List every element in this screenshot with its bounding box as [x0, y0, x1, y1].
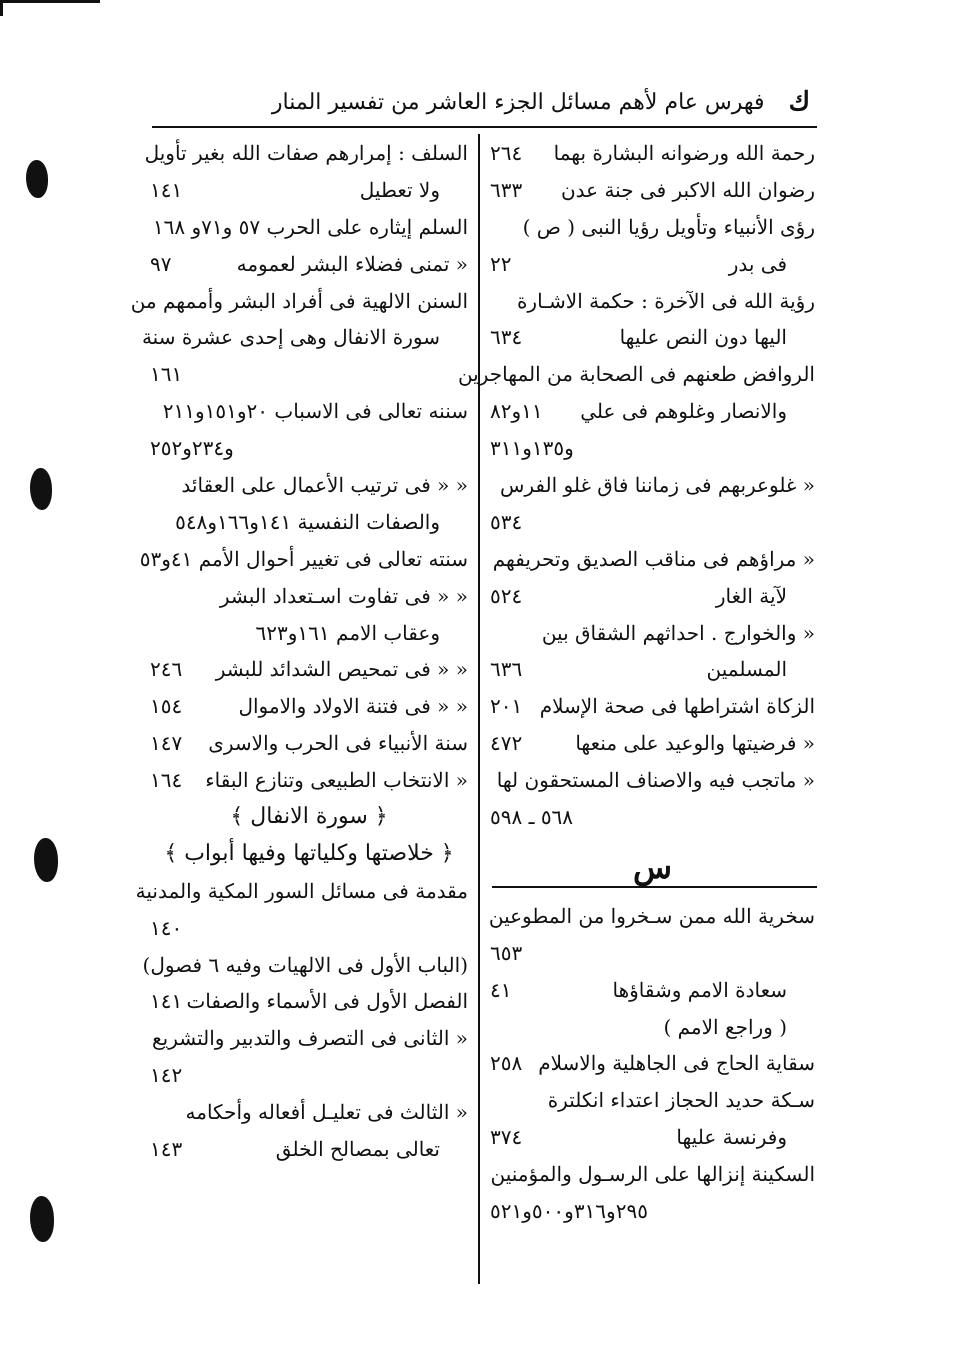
index-entry: [150, 1057, 468, 1094]
page-ref: ١٥٤: [150, 694, 183, 719]
index-entry: [490, 172, 815, 209]
entry-text: « « فى فتنة الاولاد والاموال: [238, 694, 468, 719]
entry-text: اليها دون النص عليها: [619, 325, 787, 350]
entry-text: « « فى ترتيب الأعمال على العقائد: [181, 473, 468, 498]
entry-text: (الباب الأول فى الالهيات وفيه ٦ فصول): [142, 952, 468, 977]
index-entry: [490, 615, 815, 652]
entry-text: ( وراجع الامم ): [663, 1014, 787, 1039]
index-entry: [150, 504, 468, 541]
page-ref: ٢٠١: [490, 694, 523, 719]
index-entry: [490, 935, 815, 972]
entry-text: السكينة إنزالها على الرسـول والمؤمنين: [490, 1162, 815, 1187]
page-ref: ٤٧٢: [490, 731, 523, 756]
page-ref: ١٤١: [150, 989, 183, 1014]
page-ref: ٦٥٣: [490, 940, 523, 965]
entry-text: رحمة الله ورضوانه البشارة بهما: [553, 141, 815, 165]
index-entry: [150, 762, 468, 799]
index-entry: [490, 1119, 815, 1156]
index-entry: [490, 1156, 815, 1193]
entry-text: « فرضيتها والوعيد على منعها: [575, 731, 815, 756]
left-column: [130, 135, 468, 1168]
index-entry: [490, 467, 815, 504]
entry-text: « الثالث فى تعليـل أفعاله وأحكامه: [185, 1100, 468, 1125]
entry-text: سنة الأنبياء فى الحرب والاسرى: [208, 731, 468, 756]
page-ref: و٢٣٤و٢٥٢: [150, 436, 234, 461]
index-entry: [490, 898, 815, 935]
index-entry: [150, 1094, 468, 1131]
right-column: [457, 135, 815, 1230]
index-entry: [135, 873, 468, 910]
page-ref: ٥٦٨ ـ ٥٩٨: [490, 805, 574, 830]
entry-text: والانصار وغلوهم فى علي: [580, 399, 787, 424]
entry-text: الزكاة اشتراطها فى صحة الإسلام: [539, 694, 815, 719]
page-ref: ٢٢: [490, 251, 512, 276]
entry-text: وعقاب الامم ١٦١و٦٢٣: [255, 620, 440, 645]
entry-text: « مراؤهم فى مناقب الصديق وتحريفهم: [492, 546, 815, 571]
index-entry: [130, 283, 468, 320]
index-entry: [150, 246, 468, 283]
page-ref: ٥٣٤: [490, 509, 523, 534]
index-entry: [144, 135, 468, 172]
page-ref: ١٦٤: [150, 768, 183, 793]
page-ref: ٩٧: [150, 251, 172, 276]
index-entry: [490, 1045, 815, 1082]
entry-text: ﴿ سورة الانفال ﴾: [230, 804, 388, 830]
index-entry: [150, 651, 468, 688]
index-entry: [490, 430, 815, 467]
section-heading: [150, 836, 468, 873]
index-entry: [150, 209, 468, 246]
page-ref: ٥٢٤: [490, 583, 523, 608]
page-ref: و١٣٥و٣١١: [490, 436, 574, 461]
entry-text: « الثانى فى التصرف والتدبير والتشريع: [152, 1026, 468, 1051]
section-heading: [150, 799, 468, 836]
entry-text: رضوان الله الاكبر فى جنة عدن: [560, 177, 815, 202]
entry-text: سخرية الله ممن سـخروا من المطوعين: [488, 903, 815, 928]
entry-text: « غلوعربهم فى زماننا فاق غلو الفرس: [499, 473, 815, 498]
index-entry: [150, 615, 468, 652]
index-entry: [490, 725, 815, 762]
index-entry: [141, 319, 468, 356]
page-ref: ٢٥٨: [490, 1051, 523, 1076]
scan-corner-mark-vertical: [0, 0, 3, 16]
page-ref: ١٤٣: [150, 1137, 183, 1162]
entry-text: « ماتجب فيه والاصناف المستحقون لها: [496, 768, 815, 793]
entry-text: سعادة الامم وشقاؤها: [612, 977, 787, 1002]
index-entry: [490, 246, 815, 283]
entry-text: السلف : إمرارهم صفات الله بغير تأويل: [144, 141, 468, 165]
entry-text: سقاية الحاج فى الجاهلية والاسلام: [538, 1051, 815, 1076]
entry-text: المسلمين: [706, 657, 787, 682]
entry-text: الروافض طعنهم فى الصحابة من المهاجرين: [457, 362, 815, 387]
page-ref: ١٦١: [150, 362, 183, 387]
index-entry: [150, 393, 468, 430]
entry-text: مقدمة فى مسائل السور المكية والمدنية: [135, 878, 468, 903]
page-ref: ١٤٢: [150, 1063, 183, 1088]
index-entry: [490, 799, 815, 836]
index-entry: [490, 319, 815, 356]
index-entry: [150, 356, 468, 393]
index-entry: [457, 356, 815, 393]
index-entry: [150, 725, 468, 762]
page-ref: ٦٣٦: [490, 657, 523, 682]
page-ref: ٦٣٣: [490, 177, 523, 202]
entry-text: رؤية الله فى الآخرة : حكمة الاشـارة: [516, 288, 815, 313]
page-ref: ٢٦٤: [490, 141, 523, 165]
index-entry: [142, 947, 468, 984]
entry-text: « تمنى فضلاء البشر لعمومه: [236, 251, 468, 276]
page-ref: ٢٩٥و٣١٦و٥٠٠و٥٢١: [490, 1199, 648, 1224]
entry-text: والصفات النفسية ١٤١و١٦٦و٥٤٨: [175, 509, 440, 534]
index-entry: [150, 983, 468, 1020]
index-entry: [490, 504, 815, 541]
header-rule: [152, 126, 817, 128]
page-title: فهرس عام لأهم مسائل الجزء العاشر من تفسير المنار: [271, 89, 765, 115]
page-header: [240, 84, 810, 120]
entry-text: السلم إيثاره على الحرب ٥٧ و٧١و ١٦٨: [152, 214, 468, 239]
entry-text: « « فى تفاوت اسـتعداد البشر: [219, 583, 468, 608]
entry-text: فى بدر: [728, 251, 787, 276]
entry-text: « الانتخاب الطبيعى وتنازع البقاء: [205, 768, 468, 793]
index-entry: [150, 172, 468, 209]
index-entry: [490, 283, 815, 320]
binding-hole-mark: [34, 838, 58, 882]
entry-text: « « فى تمحيص الشدائد للبشر: [215, 657, 468, 682]
entry-text: لآية الغار: [715, 583, 787, 608]
index-entry: [150, 688, 468, 725]
index-entry: [490, 1082, 815, 1119]
index-entry: [490, 762, 815, 799]
index-entry: [150, 430, 468, 467]
entry-text: ولا تعطيل: [359, 177, 440, 202]
index-entry: [150, 1131, 468, 1168]
page-ref: ٤١: [490, 977, 512, 1002]
column-divider: [478, 134, 480, 1284]
index-entry: [490, 135, 815, 172]
index-entry: [490, 972, 815, 1009]
letter-section-heading: س: [632, 847, 673, 886]
entry-text: رؤى الأنبياء وتأويل رؤيا النبى ( ص ): [522, 214, 815, 239]
entry-text: سـكة حديد الحجاز اعتداء انكلترة: [547, 1088, 815, 1113]
scan-corner-mark-horizontal: [0, 0, 100, 3]
entry-text: وفرنسة عليها: [676, 1125, 787, 1150]
index-entry: [490, 393, 815, 430]
index-entry: [490, 578, 815, 615]
index-entry: [139, 541, 468, 578]
binding-hole-mark: [30, 468, 52, 510]
index-entry: [490, 1009, 815, 1046]
index-entry: [150, 1020, 468, 1057]
page-ref: ١٤٠: [150, 915, 183, 940]
index-entry: [150, 467, 468, 504]
entry-text: تعالى بمصالح الخلق: [275, 1137, 440, 1162]
entry-text: ﴿ خلاصتها وكلياتها وفيها أبواب ﴾: [164, 840, 454, 866]
index-entry: [150, 578, 468, 615]
binding-hole-mark: [30, 1196, 54, 1242]
page-number: ك: [788, 87, 810, 117]
page-ref: ١٤١: [150, 177, 183, 202]
page-ref: ٣٧٤: [490, 1125, 523, 1150]
page-ref: ٦٣٤: [490, 325, 523, 350]
page-ref: ١١و٨٢: [490, 399, 543, 424]
entry-text: الفصل الأول فى الأسماء والصفات: [186, 989, 468, 1014]
page-ref: ٢٤٦: [150, 657, 183, 682]
index-entry: [490, 651, 815, 688]
index-entry: [490, 209, 815, 246]
binding-hole-mark: [26, 160, 48, 198]
entry-text: السنن الالهية فى أفراد البشر وأممهم من: [130, 288, 468, 313]
page-ref: ١٤٧: [150, 731, 183, 756]
index-entry: [490, 541, 815, 578]
index-entry: [490, 1193, 815, 1230]
index-entry: [490, 688, 815, 725]
index-entry: [150, 910, 468, 947]
entry-text: سننه تعالى فى الاسباب ٢٠و١٥١و٢١١: [162, 399, 468, 424]
entry-text: سنته تعالى فى تغيير أحوال الأمم ٤١و٥٣: [139, 546, 468, 571]
entry-text: « والخوارج . احداثهم الشقاق بين: [541, 620, 815, 645]
entry-text: سورة الانفال وهى إحدى عشرة سنة: [141, 325, 440, 350]
